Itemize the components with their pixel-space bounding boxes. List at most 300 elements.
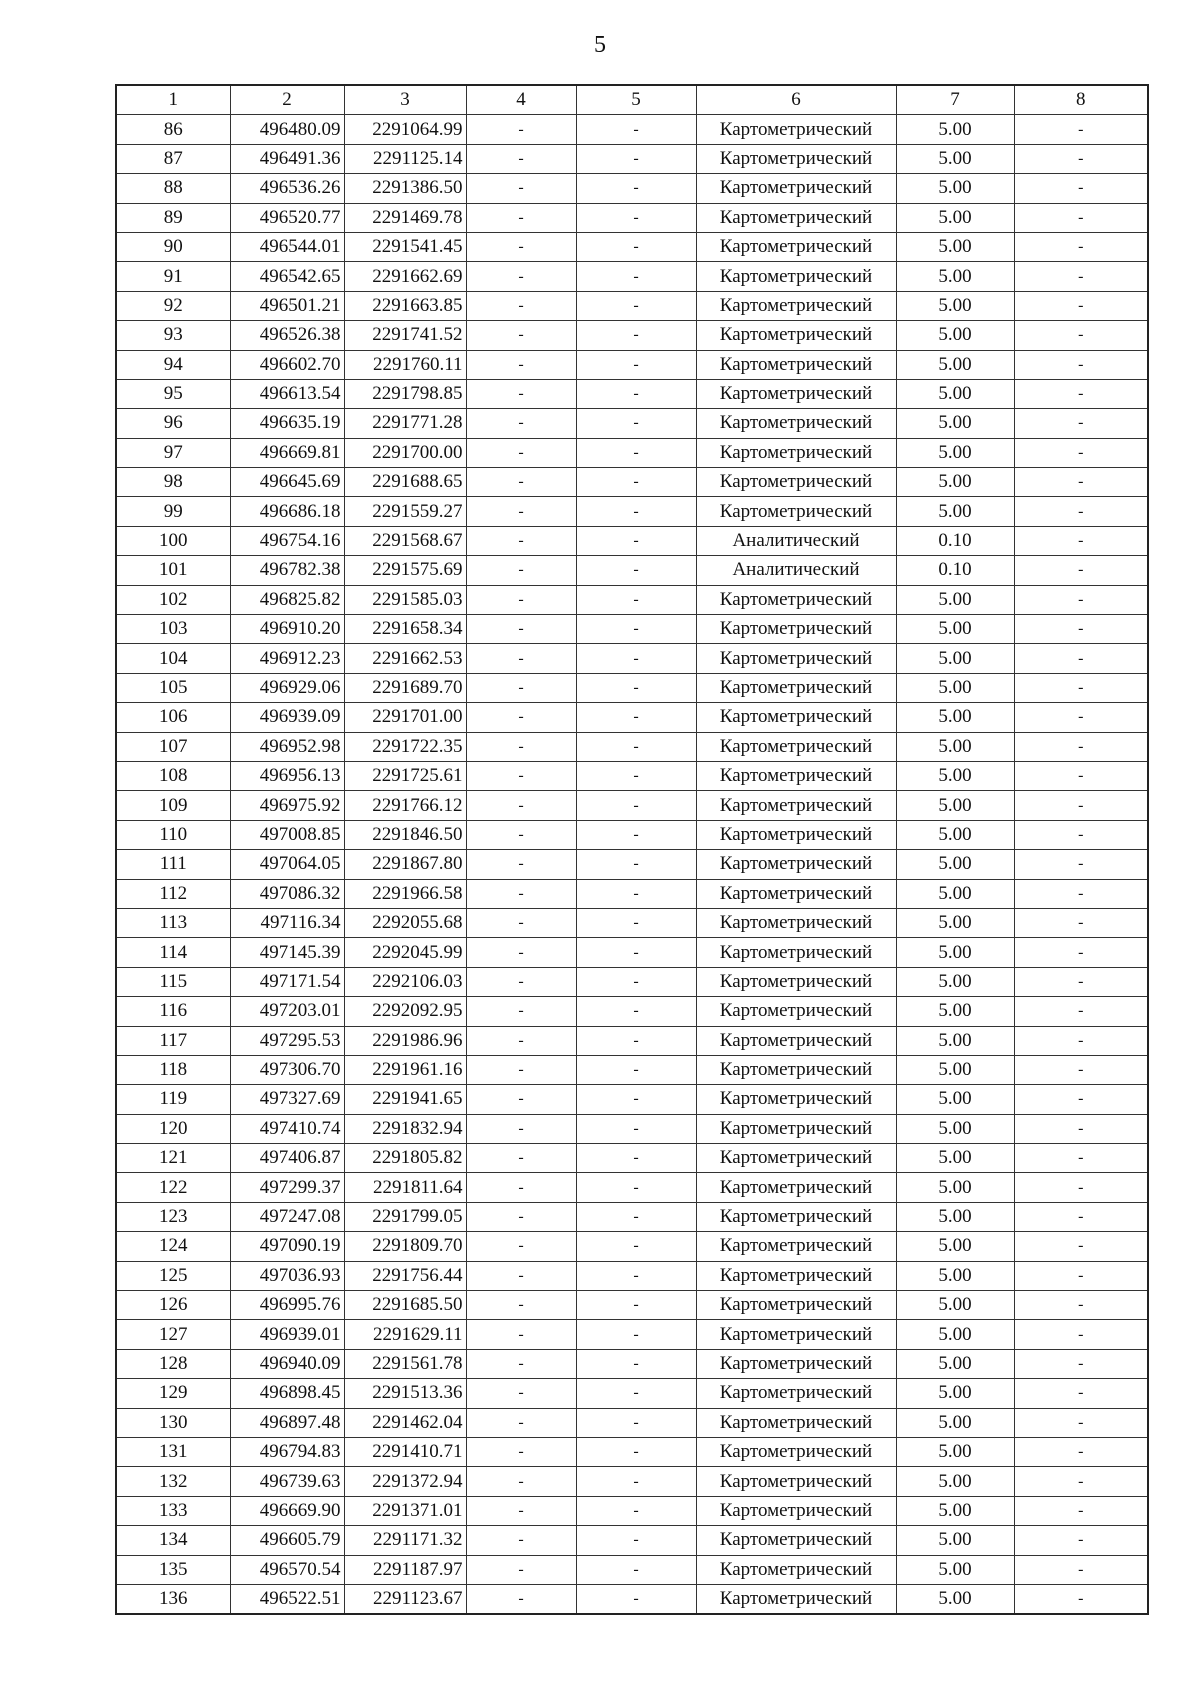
point-number-cell: 97 xyxy=(116,438,230,467)
point-number-cell: 131 xyxy=(116,1437,230,1466)
column-8-cell: - xyxy=(1014,291,1148,320)
accuracy-cell: 5.00 xyxy=(896,291,1014,320)
column-5-cell: - xyxy=(576,850,696,879)
table-row xyxy=(116,1584,1148,1614)
table-row xyxy=(116,1055,1148,1084)
column-4-cell: - xyxy=(466,1232,576,1261)
method-cell: Картометрический xyxy=(696,1085,896,1114)
column-4-cell: - xyxy=(466,556,576,585)
x-coordinate-cell: 496929.06 xyxy=(230,673,344,702)
y-coordinate-cell: 2291689.70 xyxy=(344,673,466,702)
accuracy-cell: 5.00 xyxy=(896,820,1014,849)
column-8-cell: - xyxy=(1014,1291,1148,1320)
x-coordinate-cell: 497406.87 xyxy=(230,1144,344,1173)
x-coordinate-cell: 497299.37 xyxy=(230,1173,344,1202)
method-cell: Картометрический xyxy=(696,438,896,467)
column-8-cell: - xyxy=(1014,1349,1148,1378)
column-8-cell: - xyxy=(1014,938,1148,967)
accuracy-cell: 5.00 xyxy=(896,1202,1014,1231)
column-5-cell: - xyxy=(576,350,696,379)
table-row xyxy=(116,850,1148,879)
point-number-cell: 88 xyxy=(116,174,230,203)
column-5-cell: - xyxy=(576,468,696,497)
table-row xyxy=(116,1555,1148,1584)
accuracy-cell: 5.00 xyxy=(896,1437,1014,1466)
point-number-cell: 121 xyxy=(116,1144,230,1173)
method-cell: Картометрический xyxy=(696,232,896,261)
method-cell: Картометрический xyxy=(696,291,896,320)
table-row xyxy=(116,468,1148,497)
table-row xyxy=(116,1114,1148,1143)
accuracy-cell: 5.00 xyxy=(896,1584,1014,1614)
column-4-cell: - xyxy=(466,115,576,144)
column-8-cell: - xyxy=(1014,203,1148,232)
column-4-cell: - xyxy=(466,938,576,967)
y-coordinate-cell: 2292055.68 xyxy=(344,908,466,937)
column-4-cell: - xyxy=(466,1026,576,1055)
column-8-cell: - xyxy=(1014,438,1148,467)
x-coordinate-cell: 496912.23 xyxy=(230,644,344,673)
accuracy-cell: 5.00 xyxy=(896,1144,1014,1173)
table-row xyxy=(116,1349,1148,1378)
method-cell: Аналитический xyxy=(696,526,896,555)
column-4-cell: - xyxy=(466,291,576,320)
column-4-cell: - xyxy=(466,203,576,232)
x-coordinate-cell: 496952.98 xyxy=(230,732,344,761)
y-coordinate-cell: 2291513.36 xyxy=(344,1379,466,1408)
column-8-cell: - xyxy=(1014,409,1148,438)
table-row xyxy=(116,1026,1148,1055)
y-coordinate-cell: 2291123.67 xyxy=(344,1584,466,1614)
column-5-cell: - xyxy=(576,1467,696,1496)
method-cell: Картометрический xyxy=(696,409,896,438)
method-cell: Картометрический xyxy=(696,997,896,1026)
column-8-cell: - xyxy=(1014,497,1148,526)
column-8-cell: - xyxy=(1014,115,1148,144)
table-row xyxy=(116,1408,1148,1437)
accuracy-cell: 5.00 xyxy=(896,1349,1014,1378)
y-coordinate-cell: 2291629.11 xyxy=(344,1320,466,1349)
y-coordinate-cell: 2291722.35 xyxy=(344,732,466,761)
column-4-cell: - xyxy=(466,1349,576,1378)
accuracy-cell: 5.00 xyxy=(896,644,1014,673)
y-coordinate-cell: 2292106.03 xyxy=(344,967,466,996)
x-coordinate-cell: 496754.16 xyxy=(230,526,344,555)
y-coordinate-cell: 2291805.82 xyxy=(344,1144,466,1173)
point-number-cell: 132 xyxy=(116,1467,230,1496)
x-coordinate-cell: 497008.85 xyxy=(230,820,344,849)
accuracy-cell: 5.00 xyxy=(896,262,1014,291)
column-4-cell: - xyxy=(466,820,576,849)
y-coordinate-cell: 2291662.53 xyxy=(344,644,466,673)
y-coordinate-cell: 2291799.05 xyxy=(344,1202,466,1231)
point-number-cell: 92 xyxy=(116,291,230,320)
column-5-cell: - xyxy=(576,673,696,702)
coordinates-table xyxy=(115,84,1149,1615)
point-number-cell: 94 xyxy=(116,350,230,379)
method-cell: Картометрический xyxy=(696,1144,896,1173)
accuracy-cell: 5.00 xyxy=(896,1467,1014,1496)
column-8-cell: - xyxy=(1014,1232,1148,1261)
method-cell: Картометрический xyxy=(696,791,896,820)
table-row xyxy=(116,1496,1148,1525)
point-number-cell: 90 xyxy=(116,232,230,261)
accuracy-cell: 5.00 xyxy=(896,673,1014,702)
x-coordinate-cell: 496522.51 xyxy=(230,1584,344,1614)
column-5-cell: - xyxy=(576,232,696,261)
method-cell: Картометрический xyxy=(696,1026,896,1055)
x-coordinate-cell: 496686.18 xyxy=(230,497,344,526)
accuracy-cell: 5.00 xyxy=(896,967,1014,996)
x-coordinate-cell: 497064.05 xyxy=(230,850,344,879)
column-header: 5 xyxy=(576,85,696,115)
column-8-cell: - xyxy=(1014,1114,1148,1143)
y-coordinate-cell: 2291585.03 xyxy=(344,585,466,614)
y-coordinate-cell: 2291685.50 xyxy=(344,1291,466,1320)
y-coordinate-cell: 2291575.69 xyxy=(344,556,466,585)
column-5-cell: - xyxy=(576,820,696,849)
accuracy-cell: 5.00 xyxy=(896,144,1014,173)
method-cell: Картометрический xyxy=(696,1173,896,1202)
x-coordinate-cell: 497090.19 xyxy=(230,1232,344,1261)
point-number-cell: 120 xyxy=(116,1114,230,1143)
column-8-cell: - xyxy=(1014,1526,1148,1555)
point-number-cell: 111 xyxy=(116,850,230,879)
method-cell: Картометрический xyxy=(696,1232,896,1261)
table-body xyxy=(116,115,1148,1614)
table-row xyxy=(116,262,1148,291)
x-coordinate-cell: 497306.70 xyxy=(230,1055,344,1084)
column-5-cell: - xyxy=(576,174,696,203)
y-coordinate-cell: 2291386.50 xyxy=(344,174,466,203)
column-4-cell: - xyxy=(466,1144,576,1173)
x-coordinate-cell: 497145.39 xyxy=(230,938,344,967)
column-header: 4 xyxy=(466,85,576,115)
column-5-cell: - xyxy=(576,556,696,585)
x-coordinate-cell: 496602.70 xyxy=(230,350,344,379)
y-coordinate-cell: 2291462.04 xyxy=(344,1408,466,1437)
column-4-cell: - xyxy=(466,1408,576,1437)
column-4-cell: - xyxy=(466,497,576,526)
x-coordinate-cell: 497410.74 xyxy=(230,1114,344,1143)
x-coordinate-cell: 496956.13 xyxy=(230,761,344,790)
column-5-cell: - xyxy=(576,1026,696,1055)
point-number-cell: 122 xyxy=(116,1173,230,1202)
method-cell: Картометрический xyxy=(696,1584,896,1614)
x-coordinate-cell: 496536.26 xyxy=(230,174,344,203)
column-4-cell: - xyxy=(466,967,576,996)
column-header: 1 xyxy=(116,85,230,115)
table-row xyxy=(116,820,1148,849)
column-header: 7 xyxy=(896,85,1014,115)
column-4-cell: - xyxy=(466,703,576,732)
column-5-cell: - xyxy=(576,262,696,291)
accuracy-cell: 5.00 xyxy=(896,232,1014,261)
table-row xyxy=(116,761,1148,790)
column-4-cell: - xyxy=(466,1437,576,1466)
accuracy-cell: 5.00 xyxy=(896,732,1014,761)
column-8-cell: - xyxy=(1014,908,1148,937)
column-8-cell: - xyxy=(1014,1320,1148,1349)
accuracy-cell: 5.00 xyxy=(896,615,1014,644)
accuracy-cell: 5.00 xyxy=(896,938,1014,967)
y-coordinate-cell: 2291688.65 xyxy=(344,468,466,497)
x-coordinate-cell: 496501.21 xyxy=(230,291,344,320)
method-cell: Картометрический xyxy=(696,850,896,879)
column-8-cell: - xyxy=(1014,1467,1148,1496)
point-number-cell: 123 xyxy=(116,1202,230,1231)
point-number-cell: 86 xyxy=(116,115,230,144)
table-row xyxy=(116,1144,1148,1173)
column-5-cell: - xyxy=(576,938,696,967)
column-8-cell: - xyxy=(1014,820,1148,849)
column-8-cell: - xyxy=(1014,1026,1148,1055)
column-4-cell: - xyxy=(466,1584,576,1614)
method-cell: Картометрический xyxy=(696,497,896,526)
column-5-cell: - xyxy=(576,1261,696,1290)
x-coordinate-cell: 496669.81 xyxy=(230,438,344,467)
column-header: 3 xyxy=(344,85,466,115)
accuracy-cell: 5.00 xyxy=(896,1291,1014,1320)
column-5-cell: - xyxy=(576,615,696,644)
y-coordinate-cell: 2291966.58 xyxy=(344,879,466,908)
column-5-cell: - xyxy=(576,1379,696,1408)
column-5-cell: - xyxy=(576,1526,696,1555)
x-coordinate-cell: 496739.63 xyxy=(230,1467,344,1496)
column-4-cell: - xyxy=(466,144,576,173)
column-8-cell: - xyxy=(1014,1085,1148,1114)
accuracy-cell: 5.00 xyxy=(896,1320,1014,1349)
column-4-cell: - xyxy=(466,409,576,438)
x-coordinate-cell: 496491.36 xyxy=(230,144,344,173)
column-5-cell: - xyxy=(576,1291,696,1320)
point-number-cell: 87 xyxy=(116,144,230,173)
table-header-row xyxy=(116,85,1148,115)
x-coordinate-cell: 496526.38 xyxy=(230,321,344,350)
column-8-cell: - xyxy=(1014,1173,1148,1202)
x-coordinate-cell: 496940.09 xyxy=(230,1349,344,1378)
column-5-cell: - xyxy=(576,1320,696,1349)
column-8-cell: - xyxy=(1014,703,1148,732)
accuracy-cell: 5.00 xyxy=(896,438,1014,467)
table-row xyxy=(116,1437,1148,1466)
column-8-cell: - xyxy=(1014,1496,1148,1525)
x-coordinate-cell: 496898.45 xyxy=(230,1379,344,1408)
column-5-cell: - xyxy=(576,1232,696,1261)
column-8-cell: - xyxy=(1014,526,1148,555)
point-number-cell: 133 xyxy=(116,1496,230,1525)
y-coordinate-cell: 2291469.78 xyxy=(344,203,466,232)
column-8-cell: - xyxy=(1014,1202,1148,1231)
column-8-cell: - xyxy=(1014,1144,1148,1173)
column-5-cell: - xyxy=(576,144,696,173)
method-cell: Картометрический xyxy=(696,379,896,408)
method-cell: Картометрический xyxy=(696,644,896,673)
table-row xyxy=(116,497,1148,526)
method-cell: Картометрический xyxy=(696,1555,896,1584)
accuracy-cell: 0.10 xyxy=(896,556,1014,585)
accuracy-cell: 5.00 xyxy=(896,350,1014,379)
y-coordinate-cell: 2291725.61 xyxy=(344,761,466,790)
column-4-cell: - xyxy=(466,761,576,790)
column-4-cell: - xyxy=(466,350,576,379)
x-coordinate-cell: 496975.92 xyxy=(230,791,344,820)
table-row xyxy=(116,1291,1148,1320)
x-coordinate-cell: 496542.65 xyxy=(230,262,344,291)
column-4-cell: - xyxy=(466,1261,576,1290)
point-number-cell: 93 xyxy=(116,321,230,350)
y-coordinate-cell: 2291064.99 xyxy=(344,115,466,144)
column-5-cell: - xyxy=(576,291,696,320)
x-coordinate-cell: 496613.54 xyxy=(230,379,344,408)
x-coordinate-cell: 496910.20 xyxy=(230,615,344,644)
column-5-cell: - xyxy=(576,967,696,996)
table-row xyxy=(116,526,1148,555)
column-8-cell: - xyxy=(1014,232,1148,261)
accuracy-cell: 5.00 xyxy=(896,321,1014,350)
accuracy-cell: 5.00 xyxy=(896,468,1014,497)
point-number-cell: 91 xyxy=(116,262,230,291)
table-row xyxy=(116,1085,1148,1114)
column-4-cell: - xyxy=(466,673,576,702)
y-coordinate-cell: 2291568.67 xyxy=(344,526,466,555)
method-cell: Картометрический xyxy=(696,1408,896,1437)
column-8-cell: - xyxy=(1014,468,1148,497)
table-row xyxy=(116,615,1148,644)
column-8-cell: - xyxy=(1014,321,1148,350)
column-8-cell: - xyxy=(1014,556,1148,585)
method-cell: Картометрический xyxy=(696,820,896,849)
column-5-cell: - xyxy=(576,585,696,614)
column-5-cell: - xyxy=(576,644,696,673)
table-row xyxy=(116,1467,1148,1496)
table-row xyxy=(116,908,1148,937)
point-number-cell: 96 xyxy=(116,409,230,438)
y-coordinate-cell: 2291832.94 xyxy=(344,1114,466,1143)
method-cell: Картометрический xyxy=(696,673,896,702)
point-number-cell: 95 xyxy=(116,379,230,408)
accuracy-cell: 5.00 xyxy=(896,115,1014,144)
column-5-cell: - xyxy=(576,1496,696,1525)
column-5-cell: - xyxy=(576,497,696,526)
accuracy-cell: 5.00 xyxy=(896,1114,1014,1143)
column-4-cell: - xyxy=(466,644,576,673)
accuracy-cell: 5.00 xyxy=(896,1408,1014,1437)
y-coordinate-cell: 2291809.70 xyxy=(344,1232,466,1261)
column-8-cell: - xyxy=(1014,1555,1148,1584)
column-5-cell: - xyxy=(576,409,696,438)
column-8-cell: - xyxy=(1014,585,1148,614)
column-header: 8 xyxy=(1014,85,1148,115)
table-row xyxy=(116,1379,1148,1408)
table-row xyxy=(116,879,1148,908)
y-coordinate-cell: 2291410.71 xyxy=(344,1437,466,1466)
x-coordinate-cell: 497247.08 xyxy=(230,1202,344,1231)
point-number-cell: 115 xyxy=(116,967,230,996)
accuracy-cell: 5.00 xyxy=(896,1026,1014,1055)
y-coordinate-cell: 2292045.99 xyxy=(344,938,466,967)
column-4-cell: - xyxy=(466,262,576,291)
column-4-cell: - xyxy=(466,379,576,408)
column-4-cell: - xyxy=(466,174,576,203)
accuracy-cell: 5.00 xyxy=(896,1379,1014,1408)
method-cell: Картометрический xyxy=(696,879,896,908)
table-row xyxy=(116,644,1148,673)
point-number-cell: 114 xyxy=(116,938,230,967)
table-row xyxy=(116,1261,1148,1290)
accuracy-cell: 5.00 xyxy=(896,997,1014,1026)
accuracy-cell: 5.00 xyxy=(896,379,1014,408)
y-coordinate-cell: 2291658.34 xyxy=(344,615,466,644)
method-cell: Картометрический xyxy=(696,115,896,144)
method-cell: Картометрический xyxy=(696,468,896,497)
y-coordinate-cell: 2291961.16 xyxy=(344,1055,466,1084)
column-5-cell: - xyxy=(576,1437,696,1466)
method-cell: Картометрический xyxy=(696,174,896,203)
point-number-cell: 106 xyxy=(116,703,230,732)
method-cell: Картометрический xyxy=(696,1055,896,1084)
column-4-cell: - xyxy=(466,908,576,937)
x-coordinate-cell: 496669.90 xyxy=(230,1496,344,1525)
point-number-cell: 113 xyxy=(116,908,230,937)
x-coordinate-cell: 496605.79 xyxy=(230,1526,344,1555)
method-cell: Картометрический xyxy=(696,967,896,996)
point-number-cell: 129 xyxy=(116,1379,230,1408)
accuracy-cell: 5.00 xyxy=(896,908,1014,937)
column-4-cell: - xyxy=(466,526,576,555)
column-8-cell: - xyxy=(1014,144,1148,173)
point-number-cell: 89 xyxy=(116,203,230,232)
column-4-cell: - xyxy=(466,615,576,644)
accuracy-cell: 5.00 xyxy=(896,497,1014,526)
column-5-cell: - xyxy=(576,1408,696,1437)
method-cell: Картометрический xyxy=(696,1526,896,1555)
method-cell: Картометрический xyxy=(696,1467,896,1496)
column-4-cell: - xyxy=(466,1085,576,1114)
point-number-cell: 108 xyxy=(116,761,230,790)
y-coordinate-cell: 2291771.28 xyxy=(344,409,466,438)
column-5-cell: - xyxy=(576,379,696,408)
y-coordinate-cell: 2291846.50 xyxy=(344,820,466,849)
accuracy-cell: 5.00 xyxy=(896,1232,1014,1261)
column-8-cell: - xyxy=(1014,997,1148,1026)
point-number-cell: 136 xyxy=(116,1584,230,1614)
column-4-cell: - xyxy=(466,1467,576,1496)
y-coordinate-cell: 2291766.12 xyxy=(344,791,466,820)
point-number-cell: 101 xyxy=(116,556,230,585)
y-coordinate-cell: 2291701.00 xyxy=(344,703,466,732)
x-coordinate-cell: 497171.54 xyxy=(230,967,344,996)
column-4-cell: - xyxy=(466,585,576,614)
table-row xyxy=(116,144,1148,173)
method-cell: Картометрический xyxy=(696,1379,896,1408)
method-cell: Картометрический xyxy=(696,1261,896,1290)
column-5-cell: - xyxy=(576,438,696,467)
table-row xyxy=(116,556,1148,585)
column-8-cell: - xyxy=(1014,761,1148,790)
column-4-cell: - xyxy=(466,438,576,467)
column-8-cell: - xyxy=(1014,791,1148,820)
accuracy-cell: 5.00 xyxy=(896,850,1014,879)
column-8-cell: - xyxy=(1014,1055,1148,1084)
method-cell: Картометрический xyxy=(696,1202,896,1231)
method-cell: Картометрический xyxy=(696,761,896,790)
column-5-cell: - xyxy=(576,321,696,350)
table-row xyxy=(116,1320,1148,1349)
x-coordinate-cell: 497295.53 xyxy=(230,1026,344,1055)
table-row xyxy=(116,1526,1148,1555)
method-cell: Картометрический xyxy=(696,1320,896,1349)
